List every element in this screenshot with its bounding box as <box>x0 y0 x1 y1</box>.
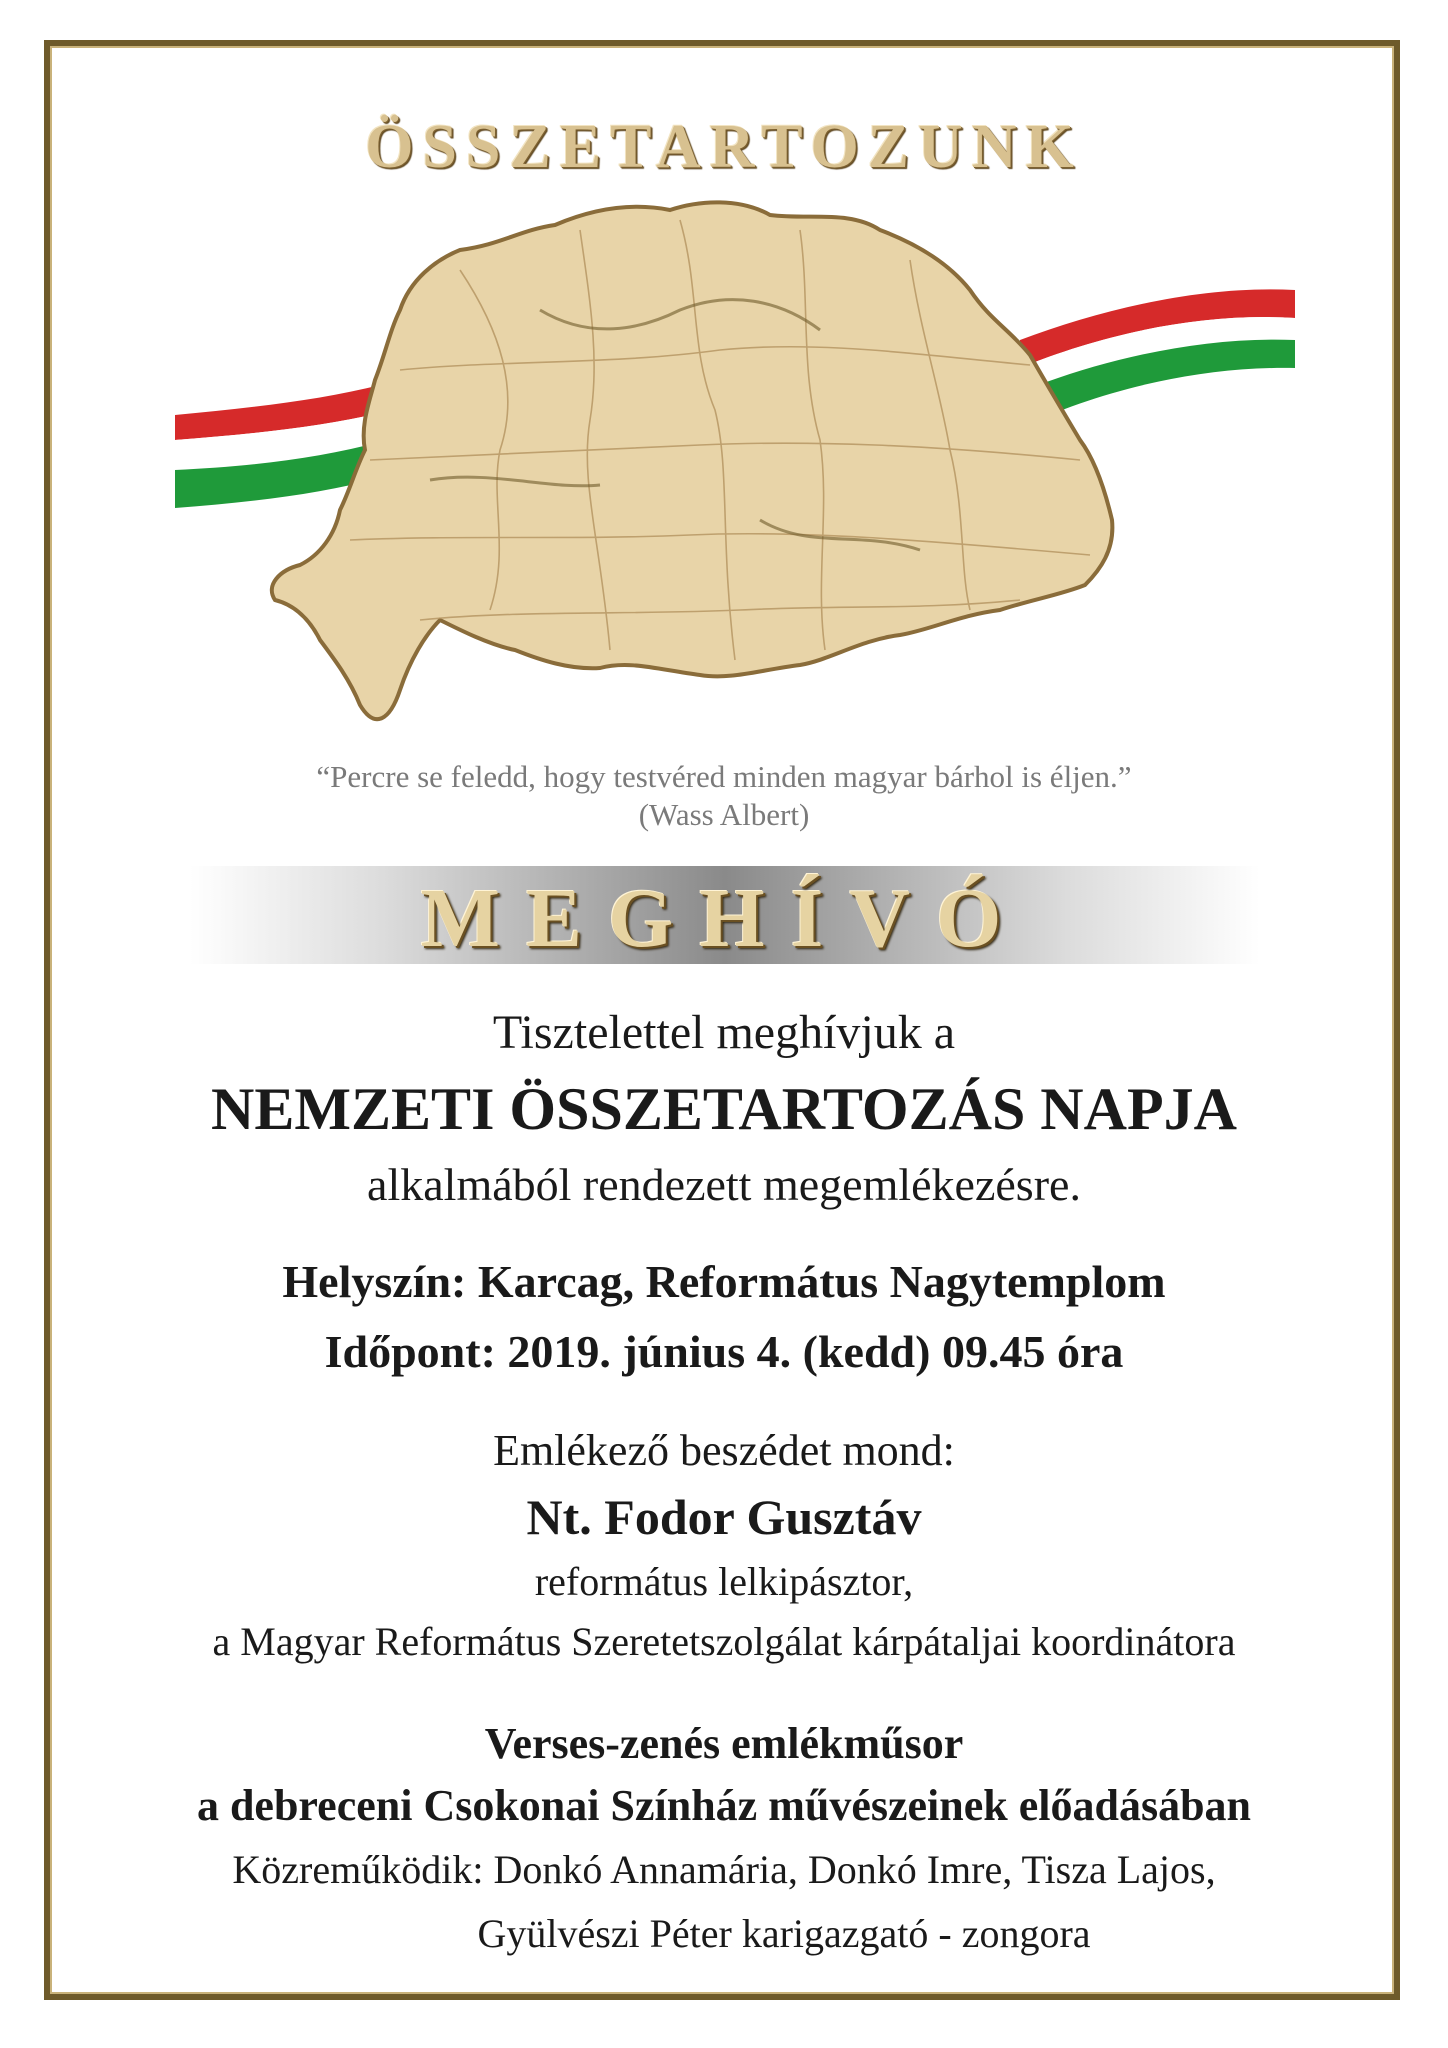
event-venue: Helyszín: Karcag, Református Nagytemplom <box>282 1256 1166 1307</box>
event-occasion: alkalmából rendezett megemlékezésre. <box>367 1159 1081 1210</box>
invitation-title: MEGHÍVÓ <box>420 872 1028 965</box>
event-time: Időpont: 2019. június 4. (kedd) 09.45 óra <box>324 1326 1124 1377</box>
contributors-line-1: Közreműködik: Donkó Annamária, Donkó Imre, Tisza Lajos, <box>232 1847 1216 1892</box>
speaker-role: református lelkipásztor, <box>534 1559 914 1604</box>
program-title: Verses-zenés emlékműsor <box>484 1719 964 1768</box>
program-subtitle: a debreceni Csokonai Színház művészeinek előadásában <box>196 1781 1252 1830</box>
historic-hungary-map-icon <box>160 190 1310 750</box>
quote-text: “Percre se feledd, hogy testvéred minden magyar bárhol is éljen.” <box>316 759 1132 794</box>
invitation-intro: Tisztelettel meghívjuk a <box>492 1006 956 1059</box>
speaker-name: Nt. Fodor Gusztáv <box>526 1489 922 1545</box>
quote-author: (Wass Albert) <box>638 797 810 832</box>
speaker-organization: a Magyar Református Szeretetszolgálat kárpátaljai koordinátora <box>212 1619 1236 1664</box>
header-title: ÖSSZETARTOZUNK <box>365 113 1083 181</box>
event-name: NEMZETI ÖSSZETARTOZÁS NAPJA <box>211 1076 1237 1142</box>
speech-intro: Emlékező beszédet mond: <box>493 1426 955 1475</box>
contributors-line-2: Gyülvészi Péter karigazgató - zongora <box>477 1911 1091 1956</box>
